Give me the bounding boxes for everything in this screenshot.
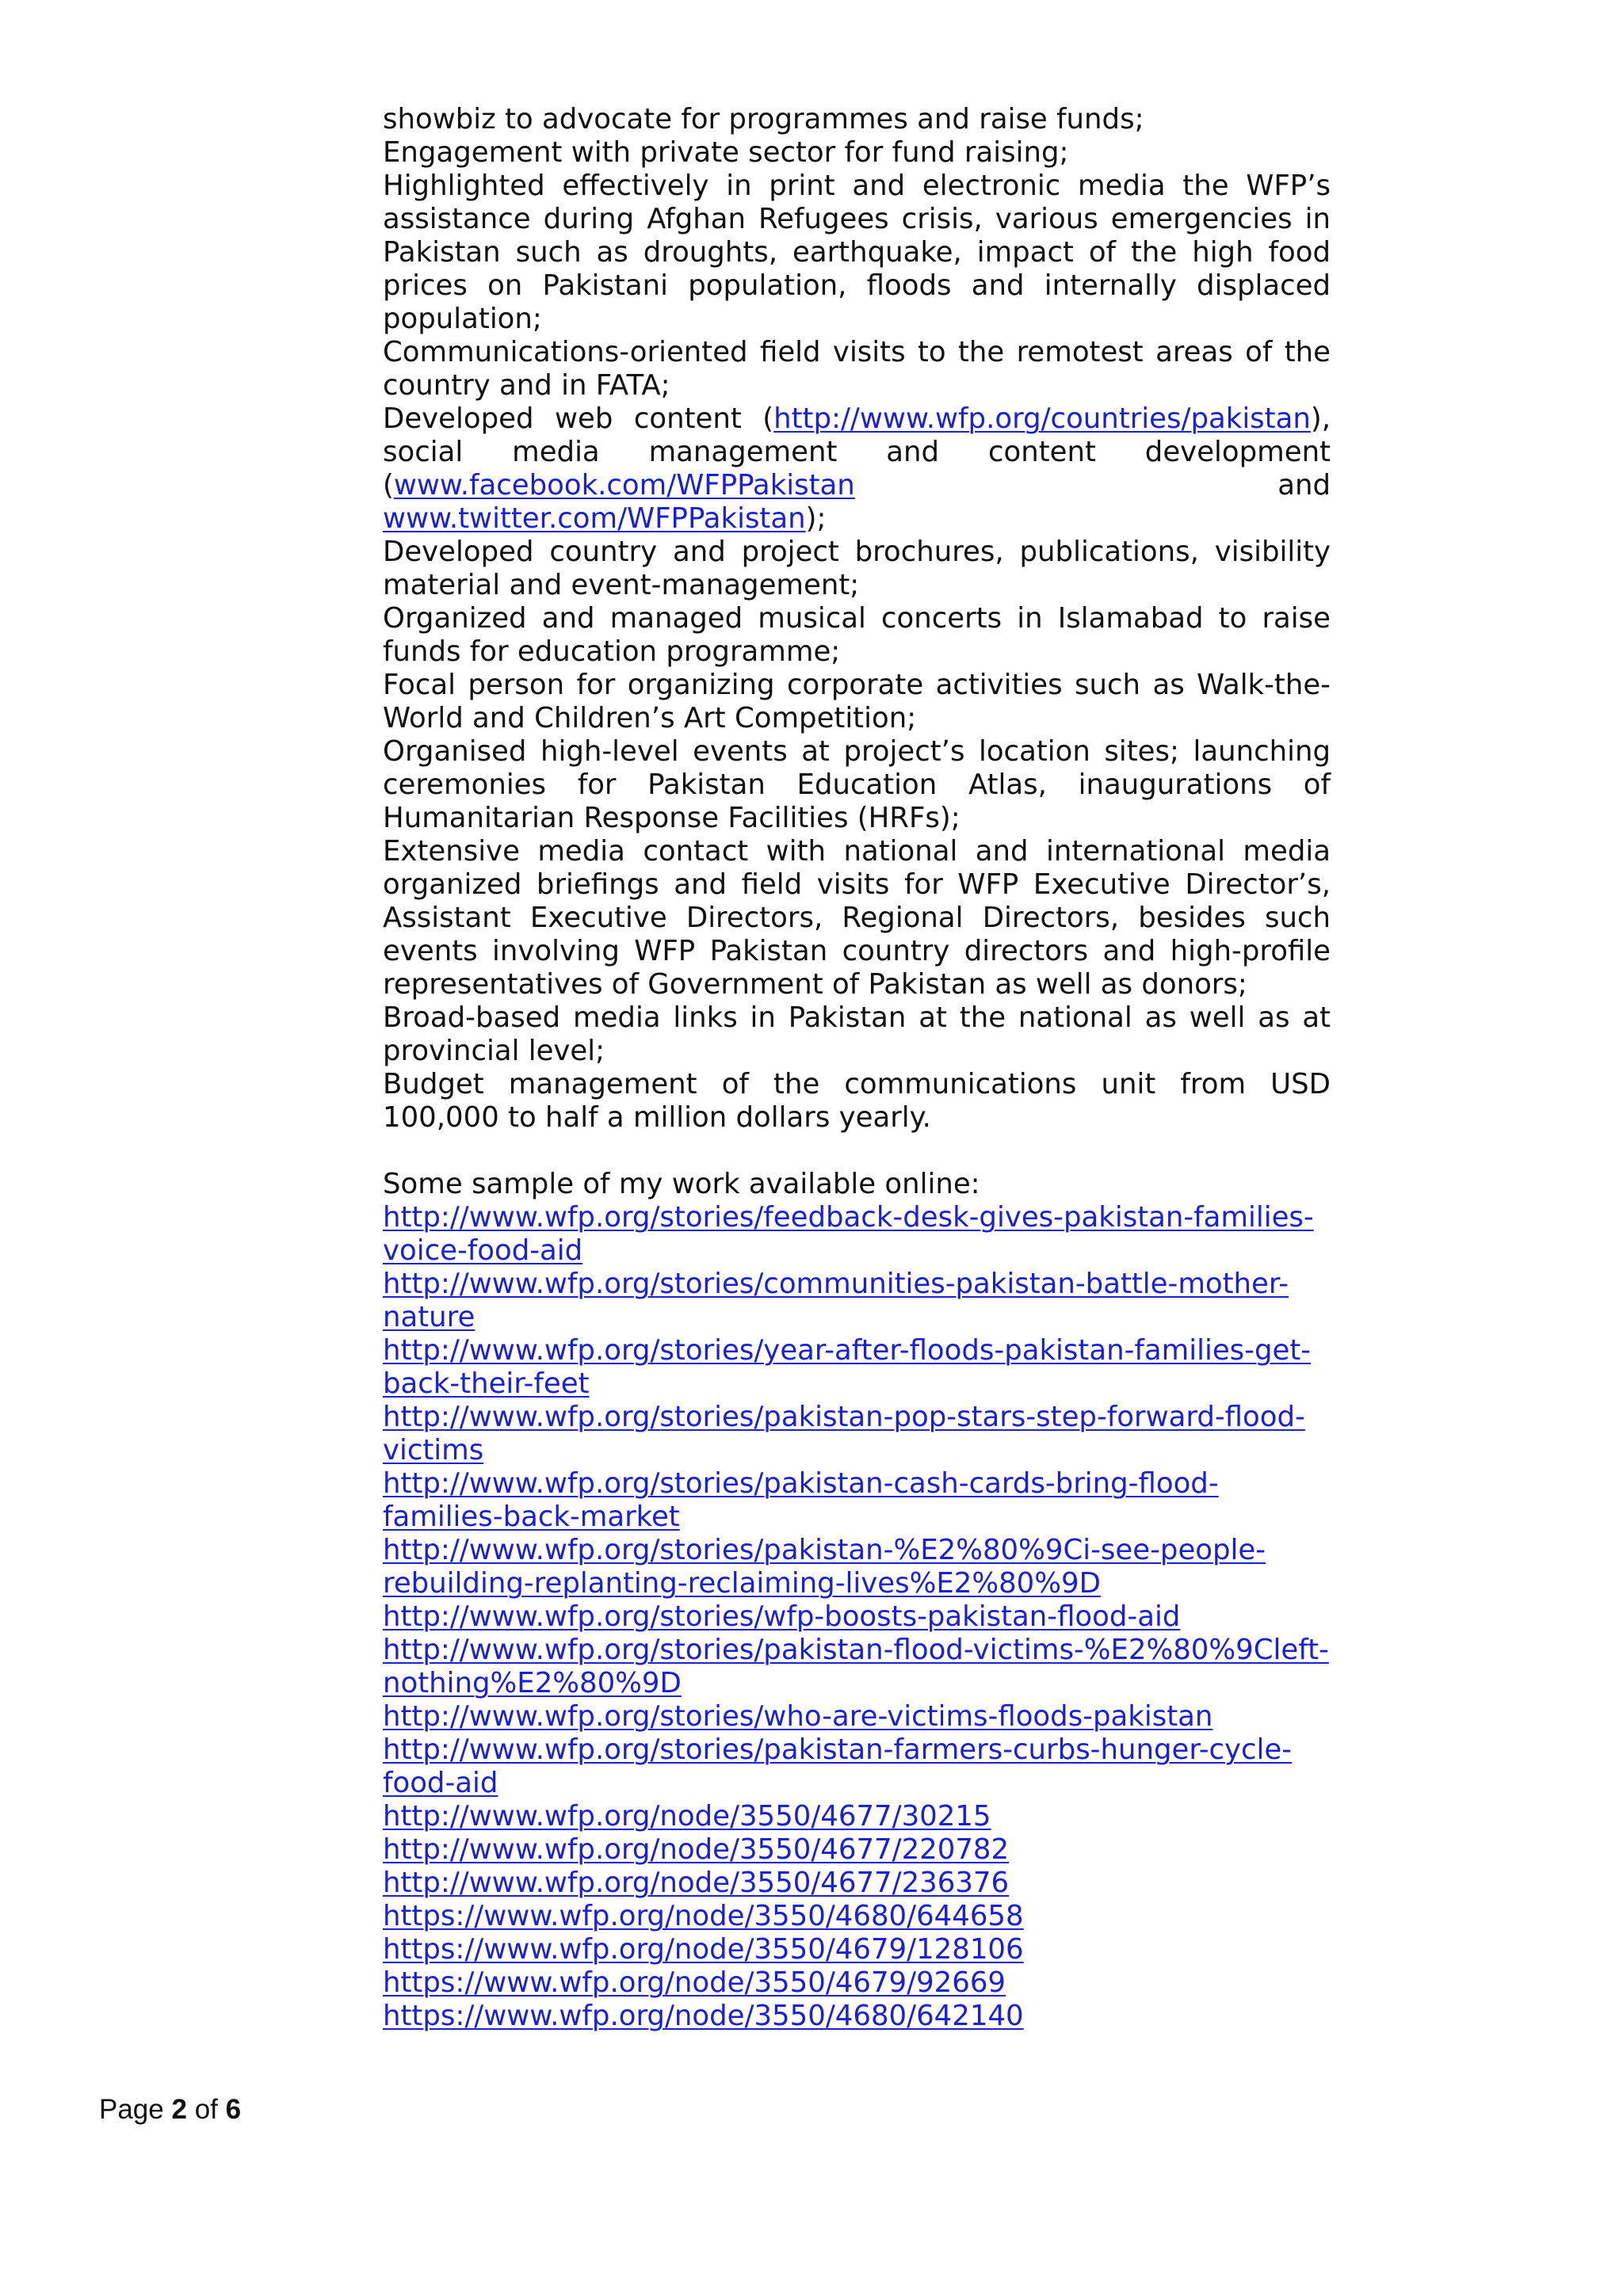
sample-link[interactable]: http://www.wfp.org/node/3550/4677/236376 (383, 1867, 1010, 1899)
page-label: Page (99, 2094, 164, 2125)
of-label: of (194, 2094, 218, 2125)
bullet-text: Focal person for organizing corporate activities such as Walk-the-World and Children’s Art Competition; (383, 669, 1331, 734)
sample-link[interactable]: http://www.wfp.org/node/3550/4677/220782 (383, 1833, 1010, 1866)
twitter-link[interactable]: www.twitter.com/WFPPakistan (383, 502, 806, 535)
document-body (383, 103, 1331, 2033)
bullet-text: Communications-oriented field visits to the remotest areas of the country and in FATA; (383, 336, 1331, 402)
wfp-pakistan-country-link[interactable]: http://www.wfp.org/countries/pakistan (773, 402, 1311, 435)
sample-link[interactable]: http://www.wfp.org/stories/pakistan-pop-stars-step-forward-flood-victims (383, 1401, 1305, 1466)
bullet-text: Developed country and project brochures, publications, visibility material and event-management; (383, 536, 1331, 601)
bullet-text: Engagement with private sector for fund raising; (383, 136, 1069, 169)
bullet-text: Broad-based media links in Pakistan at the national as well as at provincial level; (383, 1001, 1331, 1067)
sample-link[interactable]: http://www.wfp.org/stories/year-after-floods-pakistan-families-get-back-their-feet (383, 1334, 1312, 1400)
bullet-text: Organized and managed musical concerts in Islamabad to raise funds for education programme; (383, 602, 1331, 668)
work-samples-intro: Some sample of my work available online: (383, 1168, 980, 1200)
web-content-prefix: Developed web content ( (383, 402, 774, 435)
sample-link[interactable]: http://www.wfp.org/stories/who-are-victims-floods-pakistan (383, 1700, 1213, 1733)
bullet-text: Highlighted effectively in print and electronic media the WFP’s assistance during Afghan Refugees crisis, various emergencies in Pakistan such as droughts, earthquake, impact of the high food prices on Pakistani population, floods and internally displaced population; (383, 170, 1331, 335)
bullet-text: showbiz to advocate for programmes and raise funds; (383, 103, 1144, 135)
sample-link[interactable]: http://www.wfp.org/stories/pakistan-flood-victims-%E2%80%9Cleft-nothing%E2%80%9D (383, 1634, 1329, 1699)
work-samples-section (383, 1168, 1331, 2033)
web-content-suffix: ); (805, 502, 827, 535)
sample-link[interactable]: http://www.wfp.org/stories/pakistan-cash-cards-bring-flood-families-back-market (383, 1467, 1219, 1533)
bullet-text: Budget management of the communications unit from USD 100,000 to half a million dollars yearly. (383, 1068, 1331, 1134)
total-pages-number: 6 (225, 2094, 242, 2125)
sample-link[interactable]: http://www.wfp.org/node/3550/4677/30215 (383, 1800, 991, 1833)
web-content-and: and (854, 469, 1331, 502)
bullet-text: Extensive media contact with national and international media organized briefings and field visits for WFP Executive Director’s, Assistant Executive Directors, Regional Directors, besides such events involving WFP Pakistan country directors and high-profile representatives of Government of Pakistan as well as donors; (383, 835, 1331, 1001)
bullet-text: Organised high-level events at project’s location sites; launching ceremonies for Pakistan Education Atlas, inaugurations of Humanitarian Response Facilities (HRFs); (383, 735, 1331, 834)
page-footer (99, 2094, 241, 2126)
sample-link[interactable]: http://www.wfp.org/stories/wfp-boosts-pakistan-flood-aid (383, 1600, 1181, 1633)
sample-link[interactable]: http://www.wfp.org/stories/pakistan-%E2%80%9Ci-see-people-rebuilding-replanting-reclaiming-lives%E2%80%9D (383, 1534, 1266, 1600)
sample-link[interactable]: https://www.wfp.org/node/3550/4680/644658 (383, 1900, 1024, 1932)
web-content-paragraph (383, 402, 1331, 536)
sample-link[interactable]: http://www.wfp.org/stories/communities-pakistan-battle-mother-nature (383, 1268, 1289, 1333)
sample-link[interactable]: https://www.wfp.org/node/3550/4679/128106 (383, 1933, 1024, 1966)
current-page-number: 2 (171, 2094, 187, 2125)
sample-link[interactable]: https://www.wfp.org/node/3550/4679/92669 (383, 1966, 1006, 1999)
sample-link[interactable]: http://www.wfp.org/stories/feedback-desk-gives-pakistan-families-voice-food-aid (383, 1201, 1314, 1267)
sample-link[interactable]: https://www.wfp.org/node/3550/4680/642140 (383, 2000, 1024, 2032)
sample-link[interactable]: http://www.wfp.org/stories/pakistan-farmers-curbs-hunger-cycle-food-aid (383, 1733, 1293, 1799)
web-content-middle: ), social media management and content development ( (383, 402, 1331, 502)
facebook-link[interactable]: www.facebook.com/WFPPakistan (393, 469, 855, 502)
